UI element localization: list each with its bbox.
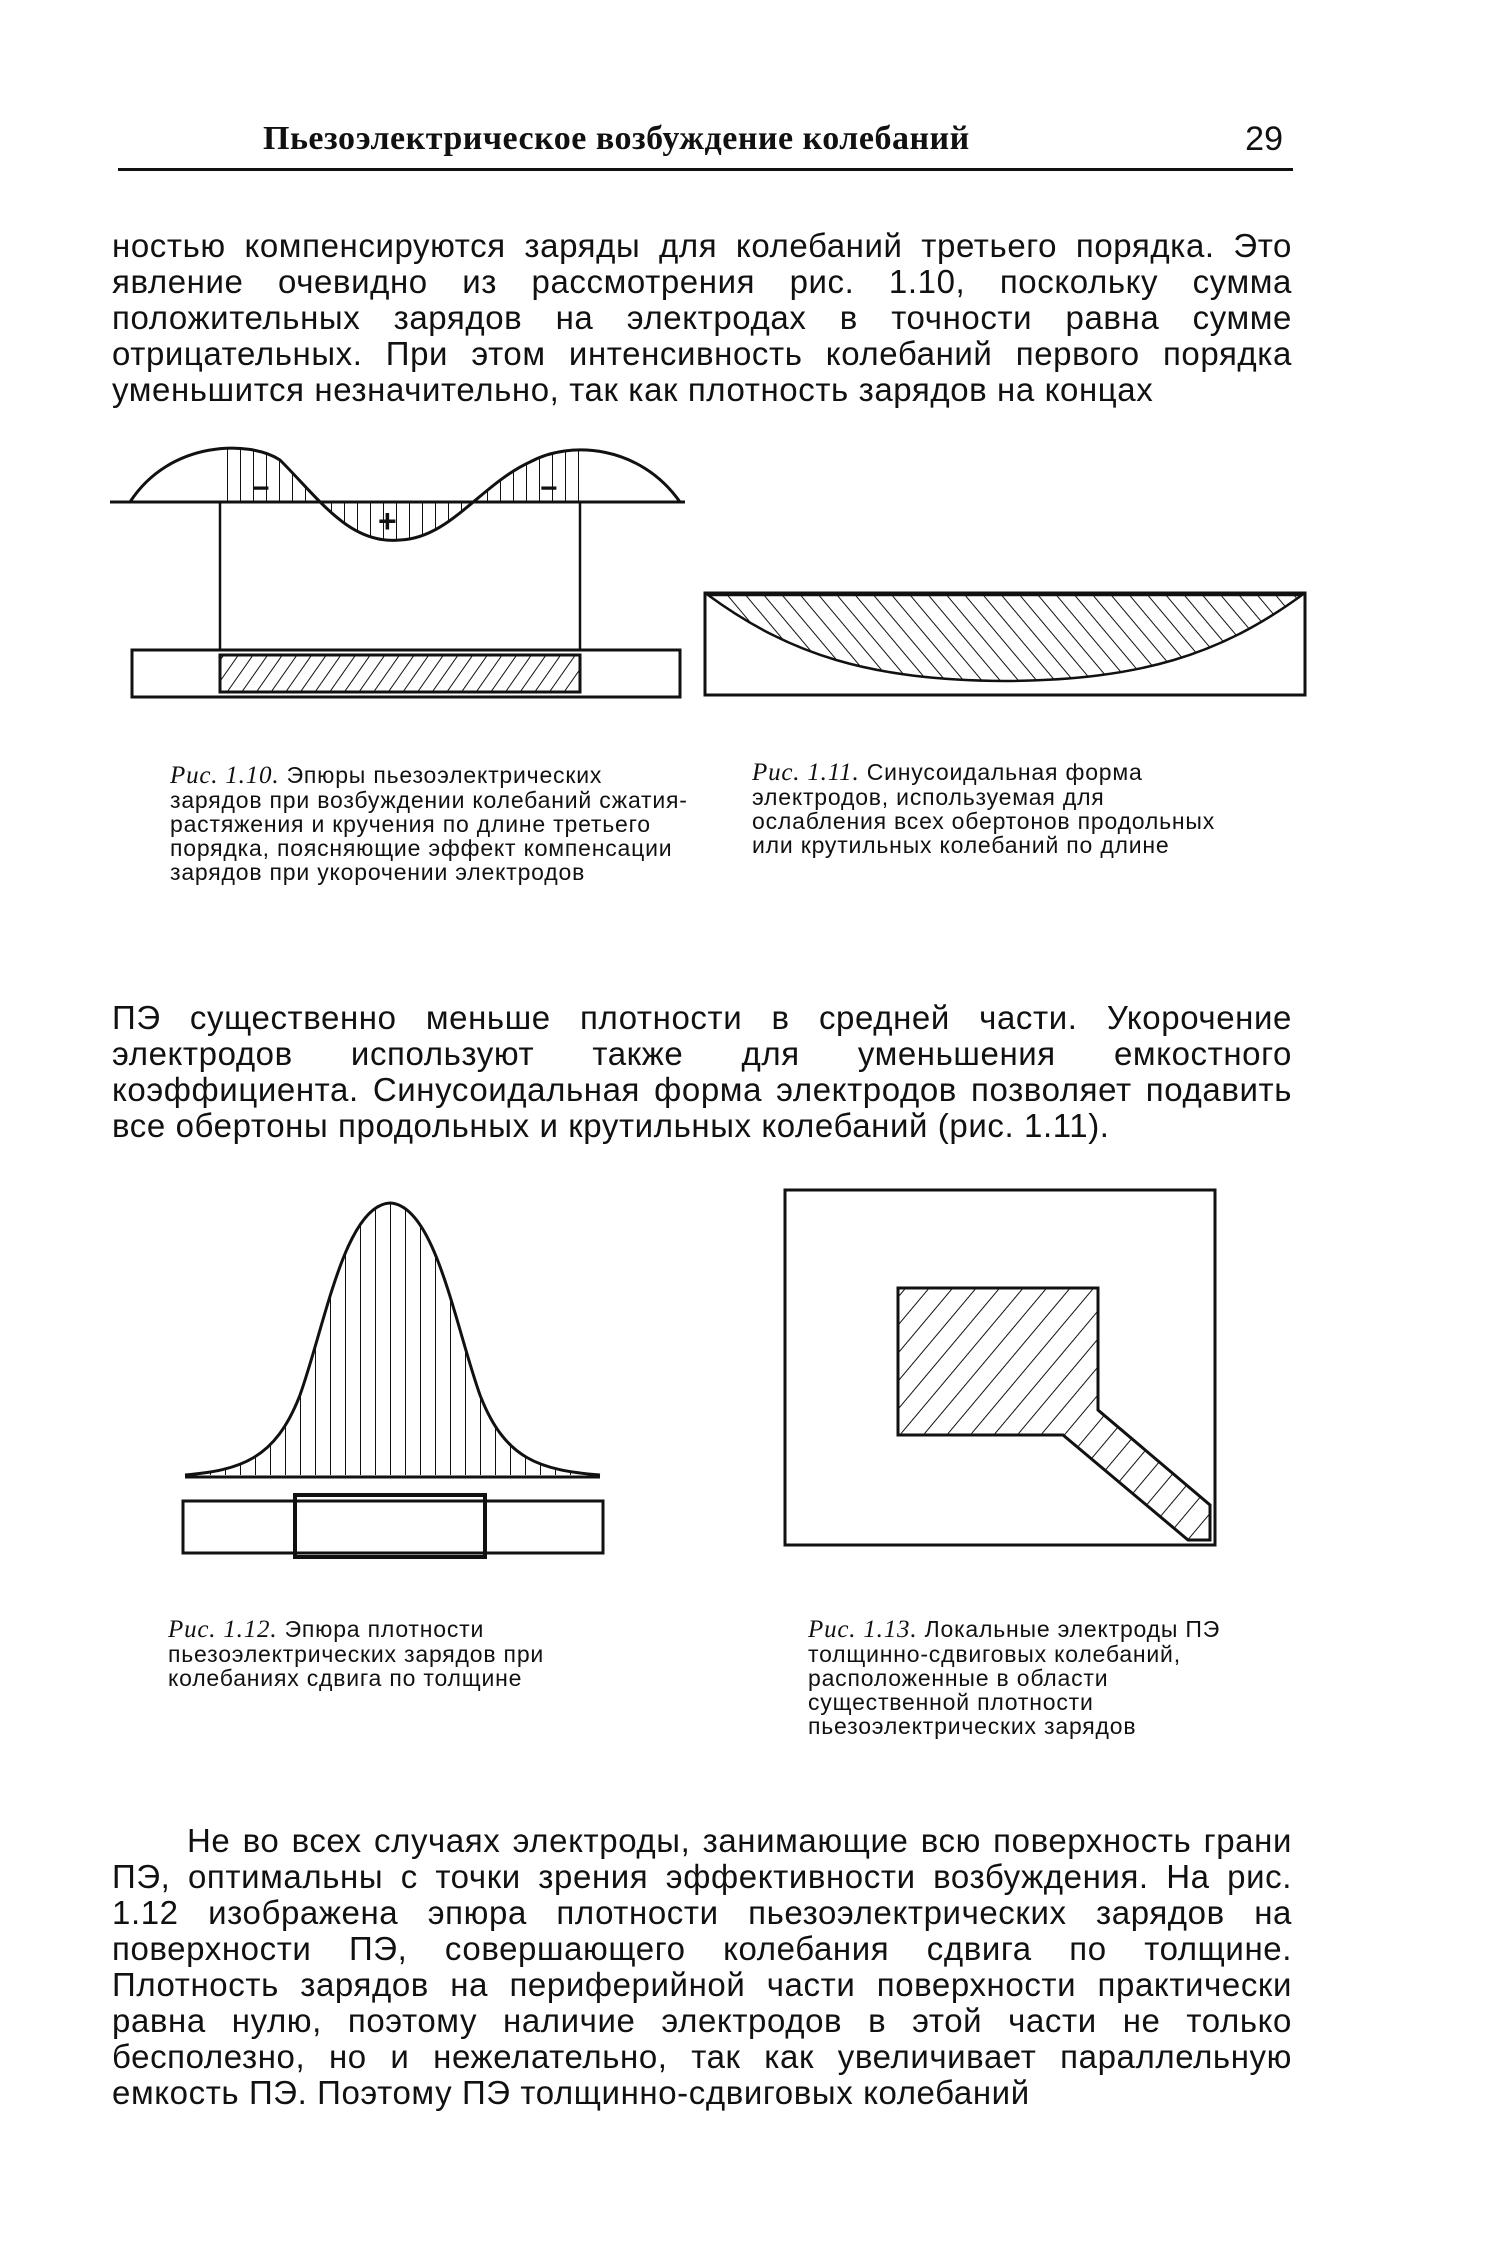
caption-fig-1-13 [808, 1617, 1228, 1738]
caption-text-1-13: Локальные электроды ПЭ толщинно-сдвиговых колебаний, расположенные в области существенной плотности пьезоэлектрических зарядов [808, 1616, 1221, 1739]
caption-text-1-12: Эпюра плотности пьезоэлектрических зарядов при колебаниях сдвига по толщине [168, 1616, 545, 1691]
caption-label-1-12: Рис. 1.12. [168, 1616, 278, 1643]
sign-minus-right: − [540, 472, 558, 505]
sign-plus: + [378, 503, 397, 539]
running-title: Пьезоэлектрическое возбуждение колебаний [263, 120, 970, 157]
caption-fig-1-10 [170, 763, 700, 884]
sign-minus-left: − [252, 472, 270, 505]
paragraph-1: ностью компенсируются заряды для колебаний третьего порядка. Это явление очевидно из рассмотрения рис. 1.10, поскольку сумма положительных зарядов на электродах в точности равна сумме отрицательных. При этом интенсивность колебаний первого порядка уменьшится незначительно, так как плотность зарядов на концах [112, 227, 1292, 408]
figure-1-10 [110, 440, 710, 720]
caption-label-1-10: Рис. 1.10. [170, 762, 280, 789]
figure-1-13 [780, 1185, 1230, 1555]
caption-text-1-11: Синусоидальная форма электродов, используемая для ослабления всех обертонов продольных или крутильных колебаний по длине [752, 759, 1216, 858]
running-head [118, 118, 1293, 171]
caption-text-1-10: Эпюры пьезоэлектрических зарядов при возбуждении колебаний сжатия-растяжения и кручения по длине третьего порядка, поясняющие эффект компенсации зарядов при укорочении электродов [170, 762, 688, 885]
paragraph-3: Не во всех случаях электроды, занимающие всю поверхность грани ПЭ, оптимальны с точки зрения эффективности возбуждения. На рис. 1.12 изображена эпюра плотности пьезоэлектрических зарядов на поверхности ПЭ, совершающего колебания сдвига по толщине. Плотность зарядов на периферийной части поверхности практически равна нулю, поэтому наличие электродов в этой части не только бесполезно, но и нежелательно, так как увеличивает параллельную емкость ПЭ. Поэтому ПЭ толщинно-сдвиговых колебаний [112, 1822, 1292, 2111]
figure-1-12 [180, 1195, 620, 1575]
caption-fig-1-12 [168, 1617, 588, 1690]
caption-label-1-13: Рис. 1.13. [808, 1616, 918, 1643]
figure-1-11 [700, 585, 1320, 700]
paragraph-2: ПЭ существенно меньше плотности в средней части. Укорочение электродов используют также для уменьшения емкостного коэффициента. Синусоидальная форма электродов позволяет подавить все обертоны продольных и крутильных колебаний (рис. 1.11). [112, 999, 1292, 1144]
caption-label-1-11: Рис. 1.11. [752, 759, 860, 786]
page-number: 29 [1245, 120, 1283, 158]
caption-fig-1-11 [752, 760, 1242, 857]
